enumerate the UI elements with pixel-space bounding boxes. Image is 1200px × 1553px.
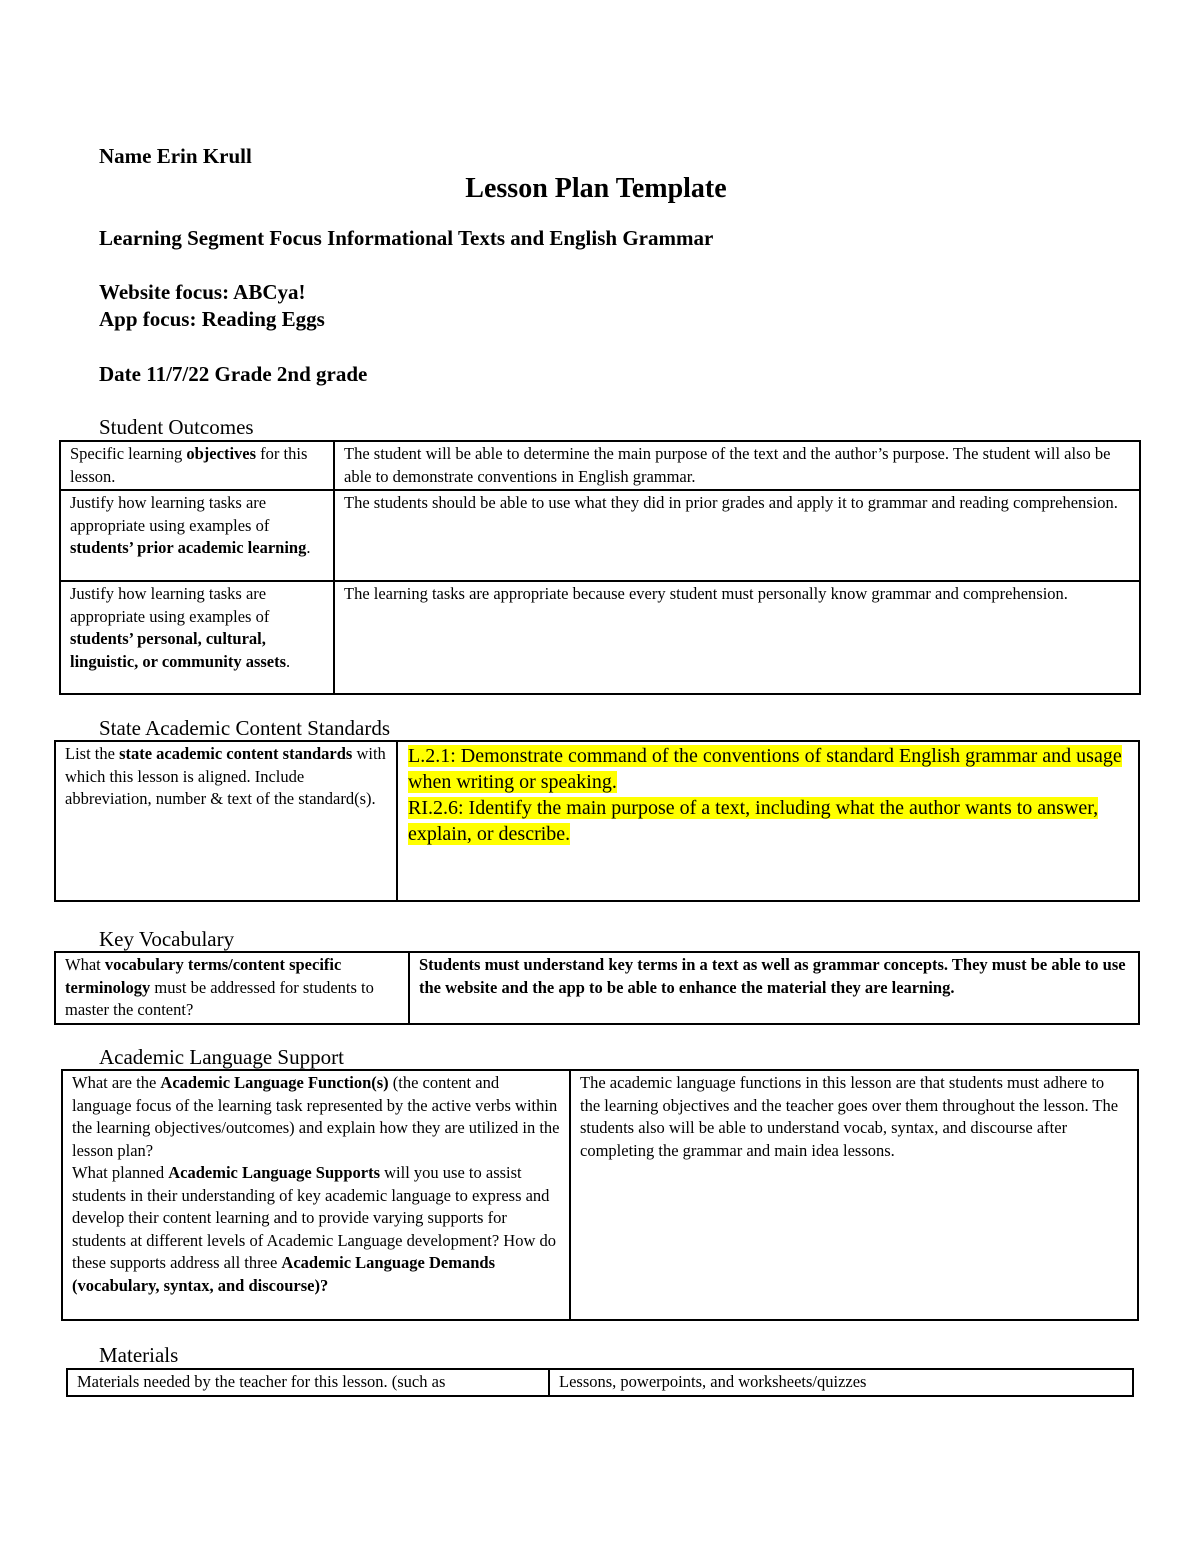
table-row — [60, 581, 1140, 694]
prompt-text: List the — [65, 744, 120, 763]
outcomes-answer-cell: The student will be able to determine the main purpose of the text and the author’s purpose. The student will also be able to demonstrate conventions in English grammar. — [334, 441, 1140, 490]
table-row — [55, 741, 1139, 901]
prompt-bold: students’ prior academic learning — [70, 538, 307, 557]
vocab-heading: Key Vocabulary — [99, 927, 235, 951]
outcomes-prompt-cell — [60, 490, 334, 581]
page-title: Lesson Plan Template — [465, 173, 727, 204]
app-label: App focus: — [99, 307, 197, 331]
website-value: ABCya! — [233, 280, 306, 304]
website-label: Website focus: — [99, 280, 230, 304]
outcomes-answer-cell: The learning tasks are appropriate because every student must personally know grammar and comprehension. — [334, 581, 1140, 694]
prompt-text: Justify how learning tasks are appropriate using examples of — [70, 584, 270, 626]
prompt-text: will you use to assist students in their understanding of key academic language to express and develop their content learning and to provide varying supports for students at different levels of Academic Language development? How do these supports address all three — [72, 1163, 556, 1272]
outcomes-prompt-cell — [60, 581, 334, 694]
outcomes-answer-cell: The students should be able to use what they did in prior grades and apply it to grammar and reading comprehension. — [334, 490, 1140, 581]
language-answer-cell: The academic language functions in this lesson are that students must adhere to the learning objectives and the teacher goes over them throughout the lesson. The students also will be able to understand vocab, syntax, and discourse after completing the grammar and main idea lessons. — [570, 1070, 1138, 1320]
date-label: Date — [99, 362, 141, 386]
prompt-text: . — [286, 651, 291, 671]
prompt-bold: Academic Language Supports — [168, 1163, 380, 1182]
app-line — [99, 306, 325, 333]
vocab-table — [54, 951, 1140, 1025]
grade-label: Grade — [214, 362, 272, 386]
vocab-answer-cell: Students must understand key terms in a text as well as grammar concepts. They must be able to use the website and the app to be able to enhance the material they are learning. — [409, 952, 1139, 1024]
standard-l-2-1: L.2.1: Demonstrate command of the conventions of standard English grammar and usage when writing or speaking. — [408, 745, 1122, 793]
segment-value: Informational Texts and English Grammar — [327, 226, 714, 250]
prompt-text: What are the — [72, 1073, 161, 1092]
standards-prompt-cell — [55, 741, 397, 901]
outcomes-table — [59, 440, 1141, 695]
prompt-text: (the content and language focus of the learning task represented by the active verbs within the learning objectives/outcomes) and explain how they are utilized in the lesson plan? — [72, 1073, 560, 1160]
materials-heading: Materials — [99, 1343, 179, 1367]
segment-label: Learning Segment Focus — [99, 226, 322, 250]
language-prompt-cell — [62, 1070, 570, 1320]
website-line — [99, 279, 306, 306]
prompt-text: . — [306, 538, 311, 557]
table-row — [60, 441, 1140, 490]
vocab-prompt-cell — [55, 952, 409, 1024]
app-value: Reading Eggs — [201, 307, 325, 331]
standards-heading: State Academic Content Standards — [99, 716, 391, 740]
date-grade-line — [99, 361, 367, 388]
date-value: 11/7/22 — [146, 362, 210, 386]
standards-table — [54, 740, 1140, 902]
materials-table — [66, 1368, 1134, 1397]
prompt-bold: objectives — [186, 444, 257, 463]
prompt-bold: vocabulary terms/content specific terminology — [65, 955, 342, 997]
prompt-bold: Academic Language Demands (vocabulary, syntax, and discourse)? — [72, 1253, 495, 1295]
prompt-text: with which this lesson is aligned. Include abbreviation, number & text of the standard(s). — [65, 744, 386, 808]
table-row — [55, 952, 1139, 1024]
language-heading: Academic Language Support — [99, 1045, 344, 1069]
prompt-text: for this lesson. — [70, 444, 308, 486]
name-label: Name — [99, 144, 152, 168]
table-row — [60, 490, 1140, 581]
name-value: Erin Krull — [156, 144, 252, 168]
prompt-text: Specific learning — [70, 444, 187, 463]
table-row — [67, 1369, 1133, 1396]
standards-answer-cell — [397, 741, 1139, 901]
outcomes-prompt-cell — [60, 441, 334, 490]
table-row — [62, 1070, 1138, 1320]
prompt-text: Justify how learning tasks are appropriate using examples of — [70, 493, 270, 535]
materials-prompt-cell: Materials needed by the teacher for this lesson. (such as — [67, 1369, 549, 1396]
standard-ri-2-6: RI.2.6: Identify the main purpose of a text, including what the author wants to answer, explain, or describe. — [408, 797, 1099, 845]
prompt-bold: state academic content standards — [119, 744, 353, 763]
prompt-text: What planned — [72, 1163, 169, 1182]
prompt-bold: students’ personal, cultural, linguistic, or community assets — [70, 629, 287, 671]
language-table — [61, 1069, 1139, 1321]
segment-line — [99, 225, 713, 252]
outcomes-heading: Student Outcomes — [99, 415, 254, 439]
name-line — [99, 143, 252, 170]
prompt-bold: Academic Language Function(s) — [160, 1073, 389, 1092]
grade-value: 2nd grade — [276, 362, 368, 386]
prompt-text: must be addressed for students to master the content? — [65, 977, 374, 1019]
materials-answer-cell: Lessons, powerpoints, and worksheets/quizzes — [549, 1369, 1133, 1396]
prompt-text: What — [65, 955, 105, 974]
